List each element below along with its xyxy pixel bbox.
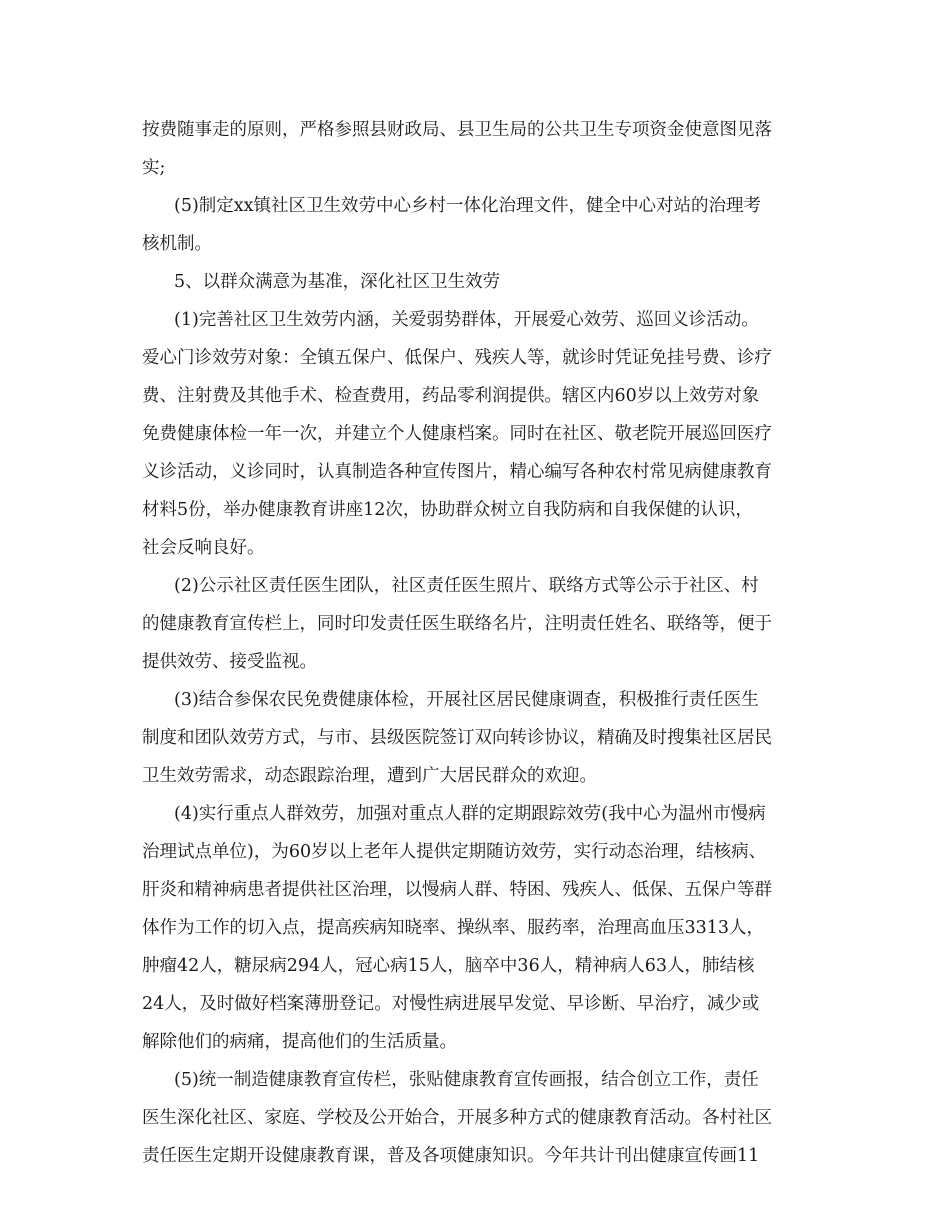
text-line: 社会反响良好。 [142, 538, 265, 558]
text-line: 费、注射费及其他手术、检查费用，药品零利润提供。辖区内60岁以上效劳对象 [142, 386, 760, 406]
text-line: 免费健康体检一年一次，并建立个人健康档案。同时在社区、敬老院开展巡回医疗 [142, 424, 772, 444]
text-line: 责任医生定期开设健康教育课，普及各项健康知识。今年共计刊出健康宣传画11 [142, 1146, 760, 1166]
text-line: 按费随事走的原则，严格参照县财政局、县卫生局的公共卫生专项资金使意图见落 [142, 120, 772, 140]
text-line: 解除他们的病痛，提高他们的生活质量。 [142, 1032, 457, 1052]
text-line: 材料5份，举办健康教育讲座12次，协助群众树立自我防病和自我保健的认识， [142, 500, 753, 520]
section-heading: 5、以群众满意为基准，深化社区卫生效劳 [174, 272, 501, 292]
text-line: (3)结合参保农民免费健康体检，开展社区居民健康调查，积极推行责任医生 [174, 690, 759, 710]
text-line: 24人，及时做好档案薄册登记。对慢性病进展早发觉、早诊断、早治疗，减少或 [142, 994, 760, 1014]
text-line: 治理试点单位)，为60岁以上老年人提供定期随访效劳，实行动态治理，结核病、 [142, 842, 767, 862]
text-line: (2)公示社区责任医生团队，社区责任医生照片、联络方式等公示于社区、村 [174, 576, 759, 596]
text-line: 的健康教育宣传栏上，同时印发责任医生联络名片，注明责任姓名、联络等，便于 [142, 614, 772, 634]
text-line: 义诊活动，义诊同时，认真制造各种宣传图片，精心编写各种农村常见病健康教育 [142, 462, 772, 482]
text-line: (5)制定xx镇社区卫生效劳中心乡村一体化治理文件，健全中心对站的治理考 [174, 196, 762, 216]
text-line: (5)统一制造健康教育宣传栏，张贴健康教育宣传画报，结合创立工作，责任 [174, 1070, 759, 1090]
text-line: 提供效劳、接受监视。 [142, 652, 317, 672]
text-line: 肝炎和精神病患者提供社区治理，以慢病人群、特困、残疾人、低保、五保户等群 [142, 880, 772, 900]
text-line: 实; [142, 158, 166, 178]
text-line: 肿瘤42人，糖尿病294人，冠心病15人，脑卒中36人，精神病人63人，肺结核 [142, 956, 755, 976]
text-line: 卫生效劳需求，动态跟踪治理，遭到广大居民群众的欢迎。 [142, 766, 597, 786]
text-line: 体作为工作的切入点，提高疾病知晓率、操纵率、服药率，治理高血压3313人， [142, 918, 765, 938]
text-line: 爱心门诊效劳对象：全镇五保户、低保户、残疾人等，就诊时凭证免挂号费、诊疗 [142, 348, 772, 368]
text-line: 核机制。 [142, 234, 212, 254]
text-line: (1)完善社区卫生效劳内涵，关爱弱势群体，开展爱心效劳、巡回义诊活动。 [174, 310, 759, 330]
text-line: 医生深化社区、家庭、学校及公开始合，开展多种方式的健康教育活动。各村社区 [142, 1108, 772, 1128]
text-line: (4)实行重点人群效劳，加强对重点人群的定期跟踪效劳(我中心为温州市慢病 [174, 804, 766, 824]
text-line: 制度和团队效劳方式，与市、县级医院签订双向转诊协议，精确及时搜集社区居民 [142, 728, 772, 748]
